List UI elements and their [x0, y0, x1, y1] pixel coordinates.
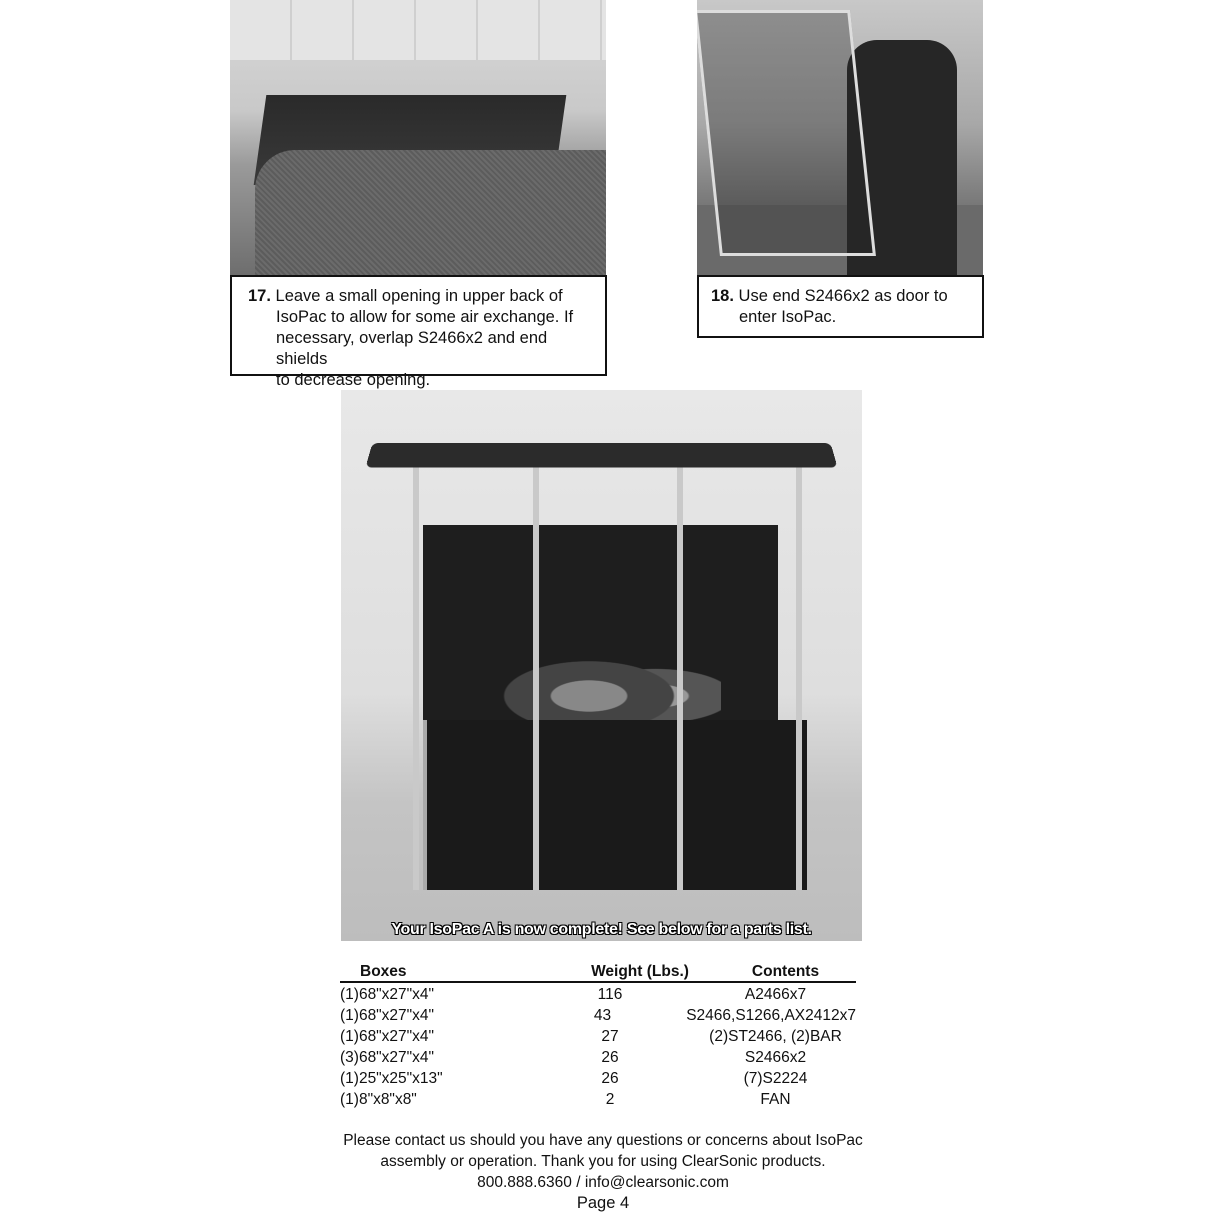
parts-table — [340, 962, 856, 1110]
step-number: 17. — [248, 287, 271, 305]
table-row — [340, 1005, 856, 1026]
step-text: Use end S2466x2 as door to — [738, 287, 948, 305]
table-row — [340, 1089, 856, 1110]
table-row — [340, 984, 856, 1005]
cell-box: (1)68"x27"x4" — [340, 1028, 435, 1045]
footer — [300, 1130, 906, 1214]
cell-contents: S2466,S1266,AX2412x7 — [686, 1007, 856, 1024]
cell-contents: S2466x2 — [744, 1049, 807, 1066]
cell-weight: 116 — [597, 986, 623, 1003]
table-row — [340, 1026, 856, 1047]
step-17-photo — [230, 0, 606, 275]
page-number: Page 4 — [576, 1194, 630, 1212]
cell-box: (1)68"x27"x4" — [340, 986, 435, 1003]
header-contents: Contents — [751, 963, 820, 980]
cell-weight: 43 — [593, 1007, 612, 1024]
cell-box: (3)68"x27"x4" — [340, 1049, 435, 1066]
cell-contents: (2)ST2466, (2)BAR — [709, 1028, 842, 1045]
step-text: IsoPac to allow for some air exchange. If — [276, 308, 574, 326]
cell-box: (1)25"x25"x13" — [340, 1070, 443, 1087]
step-17-caption — [230, 275, 607, 389]
cell-contents: FAN — [760, 1091, 791, 1108]
cell-box: (1)8"x8"x8" — [340, 1091, 417, 1108]
table-row — [340, 1068, 856, 1089]
cell-contents: A2466x7 — [744, 986, 807, 1003]
cell-weight: 26 — [601, 1070, 619, 1087]
header-boxes: Boxes — [360, 963, 407, 980]
step-18-caption — [697, 275, 984, 338]
step-number: 18. — [711, 287, 734, 305]
photo-caption: Your IsoPac A is now complete! See below for a parts list. — [391, 921, 812, 938]
cell-weight: 26 — [601, 1049, 619, 1066]
step-text: necessary, overlap S2466x2 and end shields — [276, 329, 548, 368]
contact-note: Please contact us should you have any questions or concerns about IsoPac — [343, 1132, 863, 1149]
cell-weight: 2 — [605, 1091, 615, 1108]
step-text: enter IsoPac. — [739, 308, 837, 326]
step-18-photo — [697, 0, 983, 275]
contact-info: 800.888.6360 / info@clearsonic.com — [477, 1174, 729, 1191]
contact-note: assembly or operation. Thank you for using ClearSonic products. — [380, 1153, 826, 1170]
cell-box: (1)68"x27"x4" — [340, 1007, 435, 1024]
cell-contents: (7)S2224 — [743, 1070, 808, 1087]
completed-isopac-photo — [341, 390, 862, 941]
step-text: to decrease opening. — [276, 371, 431, 389]
step-text: Leave a small opening in upper back of — [275, 287, 563, 305]
table-row — [340, 1047, 856, 1068]
table-header — [340, 962, 856, 983]
header-weight: Weight (Lbs.) — [591, 963, 689, 980]
cell-weight: 27 — [601, 1028, 619, 1045]
